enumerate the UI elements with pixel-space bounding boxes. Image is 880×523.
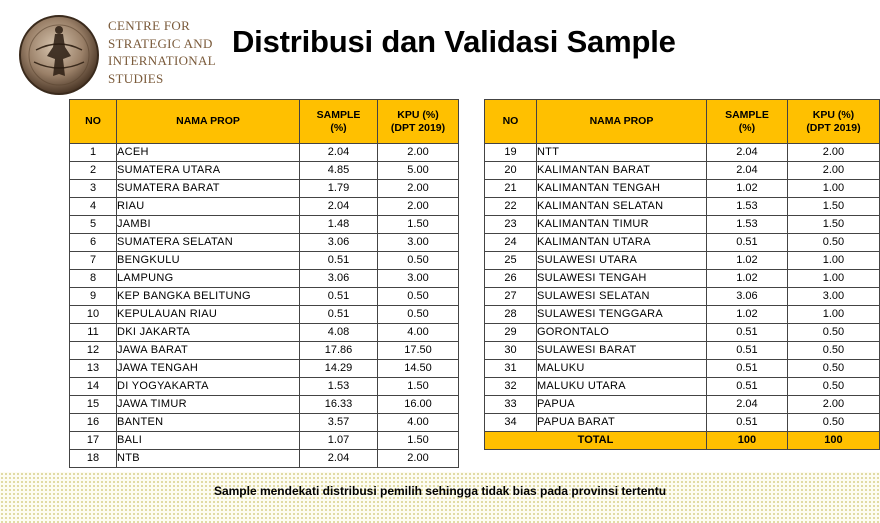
total-sample: 100	[707, 432, 788, 450]
table-row	[485, 198, 880, 216]
table-row	[485, 360, 880, 378]
table-row	[485, 270, 880, 288]
sample-percent: 1.53	[707, 198, 788, 216]
table-row	[70, 306, 459, 324]
province-name: SUMATERA BARAT	[117, 180, 300, 198]
row-number: 28	[485, 306, 537, 324]
province-name: DI YOGYAKARTA	[117, 378, 300, 396]
kpu-percent: 0.50	[378, 306, 459, 324]
row-number: 14	[70, 378, 117, 396]
row-number: 7	[70, 252, 117, 270]
total-row	[485, 432, 880, 450]
kpu-percent: 1.50	[378, 378, 459, 396]
kpu-percent: 3.00	[378, 234, 459, 252]
row-number: 6	[70, 234, 117, 252]
table-row	[485, 234, 880, 252]
sample-percent: 3.06	[300, 270, 378, 288]
kpu-percent: 1.50	[787, 198, 879, 216]
row-number: 1	[70, 144, 117, 162]
kpu-percent: 0.50	[787, 414, 879, 432]
kpu-percent: 0.50	[378, 252, 459, 270]
table-row	[70, 450, 459, 468]
table-row	[485, 414, 880, 432]
table-row	[485, 180, 880, 198]
table-row	[70, 378, 459, 396]
column-header-sample: SAMPLE (%)	[707, 100, 788, 144]
kpu-percent: 1.00	[787, 270, 879, 288]
total-label: TOTAL	[485, 432, 707, 450]
kpu-percent: 2.00	[378, 450, 459, 468]
table-row	[485, 144, 880, 162]
row-number: 13	[70, 360, 117, 378]
row-number: 24	[485, 234, 537, 252]
row-number: 34	[485, 414, 537, 432]
sample-percent: 2.04	[707, 162, 788, 180]
kpu-percent: 4.00	[378, 414, 459, 432]
table-row	[70, 162, 459, 180]
row-number: 2	[70, 162, 117, 180]
table-row	[70, 270, 459, 288]
row-number: 32	[485, 378, 537, 396]
province-name: KALIMANTAN TENGAH	[536, 180, 706, 198]
sample-percent: 1.02	[707, 252, 788, 270]
sample-percent: 0.51	[707, 414, 788, 432]
table-row	[70, 414, 459, 432]
footer-note: Sample mendekati distribusi pemilih sehingga tidak bias pada provinsi tertentu	[213, 484, 667, 498]
sample-percent: 1.02	[707, 180, 788, 198]
table-row	[485, 216, 880, 234]
province-name: KEPULAUAN RIAU	[117, 306, 300, 324]
table-row	[70, 360, 459, 378]
province-name: SUMATERA UTARA	[117, 162, 300, 180]
kpu-percent: 1.50	[378, 432, 459, 450]
page-title: Distribusi dan Validasi Sample	[232, 24, 676, 59]
table-row	[70, 144, 459, 162]
row-number: 26	[485, 270, 537, 288]
sample-percent: 0.51	[707, 234, 788, 252]
province-name: JAWA TIMUR	[117, 396, 300, 414]
table-row	[70, 324, 459, 342]
sample-percent: 17.86	[300, 342, 378, 360]
table-row	[485, 288, 880, 306]
province-name: ACEH	[117, 144, 300, 162]
row-number: 27	[485, 288, 537, 306]
kpu-percent: 3.00	[378, 270, 459, 288]
column-header-no: NO	[485, 100, 537, 144]
sample-percent: 2.04	[300, 450, 378, 468]
row-number: 16	[70, 414, 117, 432]
table-row	[70, 432, 459, 450]
sample-percent: 4.08	[300, 324, 378, 342]
province-name: SUMATERA SELATAN	[117, 234, 300, 252]
sample-percent: 0.51	[300, 288, 378, 306]
province-name: GORONTALO	[536, 324, 706, 342]
table-row	[485, 342, 880, 360]
row-number: 25	[485, 252, 537, 270]
table-row	[70, 234, 459, 252]
row-number: 18	[70, 450, 117, 468]
table-row	[485, 324, 880, 342]
row-number: 15	[70, 396, 117, 414]
table-row	[485, 162, 880, 180]
sample-percent: 2.04	[300, 144, 378, 162]
column-header-name: NAMA PROP	[117, 100, 300, 144]
sample-percent: 1.07	[300, 432, 378, 450]
row-number: 31	[485, 360, 537, 378]
kpu-percent: 1.00	[787, 180, 879, 198]
kpu-percent: 4.00	[378, 324, 459, 342]
province-name: LAMPUNG	[117, 270, 300, 288]
column-header-kpu: KPU (%) (DPT 2019)	[787, 100, 879, 144]
row-number: 30	[485, 342, 537, 360]
sample-percent: 1.48	[300, 216, 378, 234]
row-number: 29	[485, 324, 537, 342]
organization-name: CENTRE FOR STRATEGIC AND INTERNATIONAL STUDIES	[108, 18, 216, 86]
sample-percent: 0.51	[300, 306, 378, 324]
distribution-table-left	[69, 99, 459, 468]
province-name: KALIMANTAN BARAT	[536, 162, 706, 180]
province-name: MALUKU	[536, 360, 706, 378]
province-name: KALIMANTAN TIMUR	[536, 216, 706, 234]
kpu-percent: 1.50	[787, 216, 879, 234]
province-name: RIAU	[117, 198, 300, 216]
total-kpu: 100	[787, 432, 879, 450]
sample-percent: 1.02	[707, 270, 788, 288]
sample-percent: 0.51	[707, 324, 788, 342]
province-name: SULAWESI TENGAH	[536, 270, 706, 288]
row-number: 33	[485, 396, 537, 414]
province-name: SULAWESI UTARA	[536, 252, 706, 270]
row-number: 20	[485, 162, 537, 180]
sample-percent: 0.51	[707, 378, 788, 396]
sample-percent: 4.85	[300, 162, 378, 180]
kpu-percent: 2.00	[378, 144, 459, 162]
province-name: KALIMANTAN SELATAN	[536, 198, 706, 216]
kpu-percent: 2.00	[787, 396, 879, 414]
kpu-percent: 2.00	[787, 162, 879, 180]
kpu-percent: 1.00	[787, 306, 879, 324]
kpu-percent: 1.50	[378, 216, 459, 234]
kpu-percent: 3.00	[787, 288, 879, 306]
row-number: 19	[485, 144, 537, 162]
table-row	[485, 378, 880, 396]
sample-percent: 16.33	[300, 396, 378, 414]
sample-percent: 3.06	[300, 234, 378, 252]
province-name: JAWA BARAT	[117, 342, 300, 360]
table-row	[70, 216, 459, 234]
row-number: 17	[70, 432, 117, 450]
sample-percent: 0.51	[707, 342, 788, 360]
table-row	[70, 342, 459, 360]
sample-percent: 2.04	[707, 396, 788, 414]
province-name: BENGKULU	[117, 252, 300, 270]
column-header-kpu: KPU (%) (DPT 2019)	[378, 100, 459, 144]
kpu-percent: 16.00	[378, 396, 459, 414]
kpu-percent: 0.50	[787, 234, 879, 252]
province-name: JAMBI	[117, 216, 300, 234]
province-name: KALIMANTAN UTARA	[536, 234, 706, 252]
province-name: DKI JAKARTA	[117, 324, 300, 342]
sample-percent: 0.51	[707, 360, 788, 378]
table-row	[70, 396, 459, 414]
province-name: PAPUA	[536, 396, 706, 414]
sample-percent: 14.29	[300, 360, 378, 378]
row-number: 5	[70, 216, 117, 234]
province-name: SULAWESI TENGGARA	[536, 306, 706, 324]
kpu-percent: 17.50	[378, 342, 459, 360]
kpu-percent: 0.50	[787, 324, 879, 342]
province-name: PAPUA BARAT	[536, 414, 706, 432]
distribution-table-right	[484, 99, 880, 450]
sample-percent: 1.53	[300, 378, 378, 396]
table-row	[70, 180, 459, 198]
kpu-percent: 2.00	[378, 198, 459, 216]
sample-percent: 1.53	[707, 216, 788, 234]
row-number: 11	[70, 324, 117, 342]
row-number: 4	[70, 198, 117, 216]
kpu-percent: 2.00	[378, 180, 459, 198]
column-header-sample: SAMPLE (%)	[300, 100, 378, 144]
kpu-percent: 0.50	[787, 360, 879, 378]
row-number: 12	[70, 342, 117, 360]
province-name: MALUKU UTARA	[536, 378, 706, 396]
row-number: 8	[70, 270, 117, 288]
table-row	[485, 252, 880, 270]
kpu-percent: 0.50	[787, 378, 879, 396]
table-row	[70, 252, 459, 270]
table-row	[70, 198, 459, 216]
kpu-percent: 0.50	[787, 342, 879, 360]
table-row	[70, 288, 459, 306]
row-number: 3	[70, 180, 117, 198]
sample-percent: 0.51	[300, 252, 378, 270]
province-name: KEP BANGKA BELITUNG	[117, 288, 300, 306]
sample-percent: 1.02	[707, 306, 788, 324]
table-row	[485, 396, 880, 414]
table-row	[485, 306, 880, 324]
sample-percent: 3.57	[300, 414, 378, 432]
sample-percent: 2.04	[300, 198, 378, 216]
province-name: SULAWESI BARAT	[536, 342, 706, 360]
kpu-percent: 0.50	[378, 288, 459, 306]
province-name: SULAWESI SELATAN	[536, 288, 706, 306]
row-number: 10	[70, 306, 117, 324]
province-name: NTB	[117, 450, 300, 468]
kpu-percent: 2.00	[787, 144, 879, 162]
province-name: JAWA TENGAH	[117, 360, 300, 378]
row-number: 23	[485, 216, 537, 234]
sample-percent: 1.79	[300, 180, 378, 198]
kpu-percent: 5.00	[378, 162, 459, 180]
province-name: NTT	[536, 144, 706, 162]
sample-percent: 3.06	[707, 288, 788, 306]
kpu-percent: 1.00	[787, 252, 879, 270]
province-name: BANTEN	[117, 414, 300, 432]
row-number: 22	[485, 198, 537, 216]
row-number: 21	[485, 180, 537, 198]
province-name: BALI	[117, 432, 300, 450]
column-header-name: NAMA PROP	[536, 100, 706, 144]
csis-logo-icon	[18, 14, 100, 96]
column-header-no: NO	[70, 100, 117, 144]
kpu-percent: 14.50	[378, 360, 459, 378]
row-number: 9	[70, 288, 117, 306]
sample-percent: 2.04	[707, 144, 788, 162]
